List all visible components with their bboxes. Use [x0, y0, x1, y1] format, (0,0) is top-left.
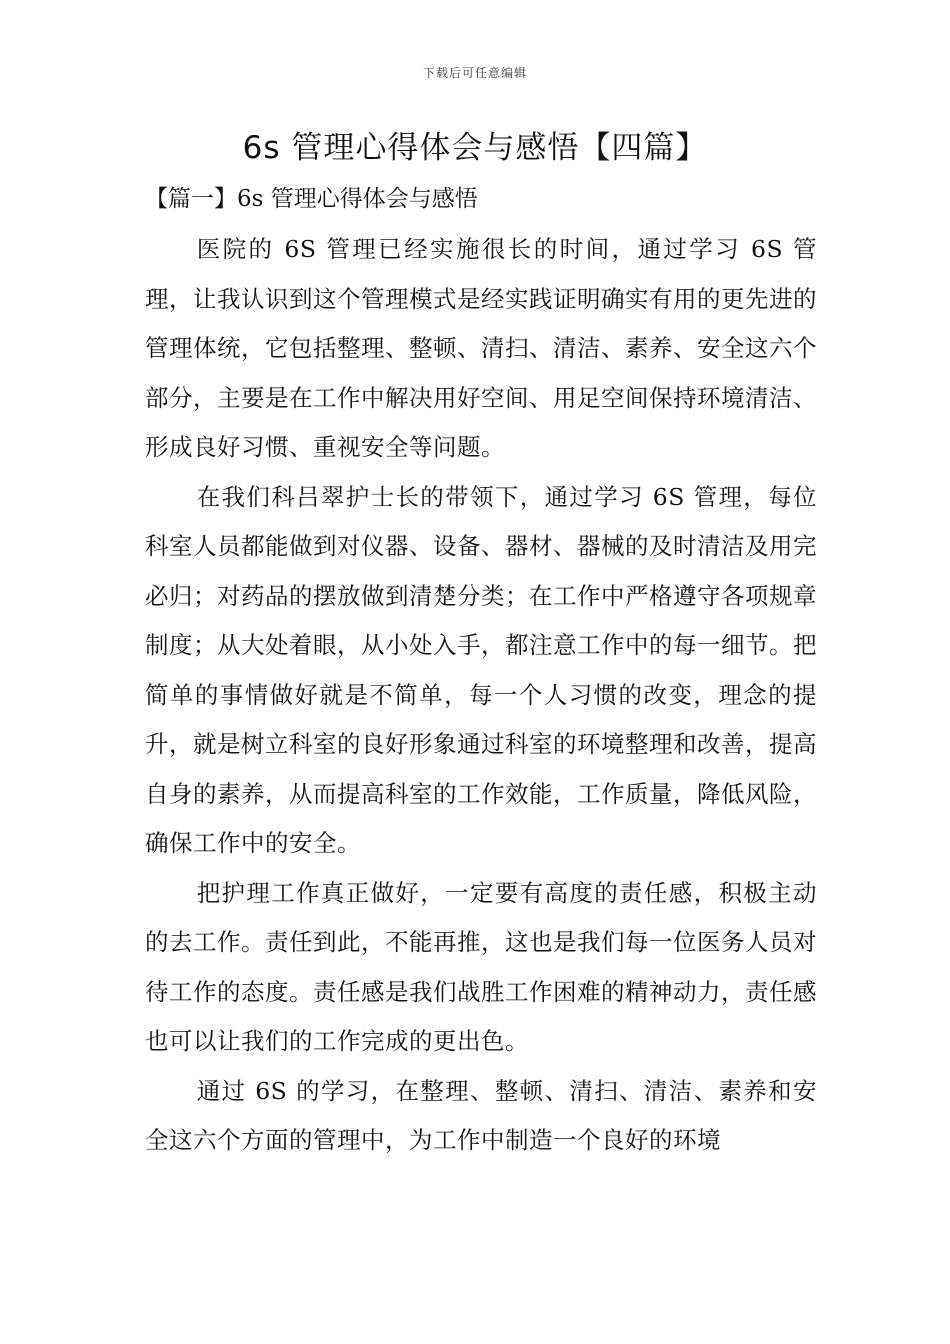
- document-title: 6s 管理心得体会与感悟【四篇】: [242, 130, 708, 166]
- paragraph-1: 医院的 6S 管理已经实施很长的时间，通过学习 6S 管理，让我认识到这个管理模式是经实践证明确实有用的更先进的管理体统，它包括整理、整顿、清扫、清洁、素养、安全这六个部分，主要是在工作中解决用好空间、用足空间保持环境清洁、形成良好习惯、重视安全等问题。: [145, 235, 817, 461]
- section-heading: 【篇一】6s 管理心得体会与感悟: [145, 186, 478, 212]
- document-body: [145, 225, 817, 1166]
- paragraph-2: 在我们科吕翠护士长的带领下，通过学习 6S 管理，每位科室人员都能做到对仪器、设备、器材、器械的及时清洁及用完必归；对药品的摆放做到清楚分类；在工作中严格遵守各项规章制度；从大处着眼，从小处入手，都注意工作中的每一细节。把简单的事情做好就是不简单，每一个人习惯的改变，理念的提升，就是树立科室的良好形象通过科室的环境整理和改善，提高自身的素养，从而提高科室的工作效能，工作质量，降低风险，确保工作中的安全。: [145, 482, 817, 857]
- header-note: 下载后可任意编辑: [422, 66, 527, 80]
- paragraph-3: 把护理工作真正做好，一定要有高度的责任感，积极主动的去工作。责任到此，不能再推，这也是我们每一位医务人员对待工作的态度。责任感是我们战胜工作困难的精神动力，责任感也可以让我们的工作完成的更出色。: [145, 878, 817, 1055]
- paragraph-4: 通过 6S 的学习，在整理、整顿、清扫、清洁、素养和安全这六个方面的管理中，为工作中制造一个良好的环境: [145, 1076, 817, 1154]
